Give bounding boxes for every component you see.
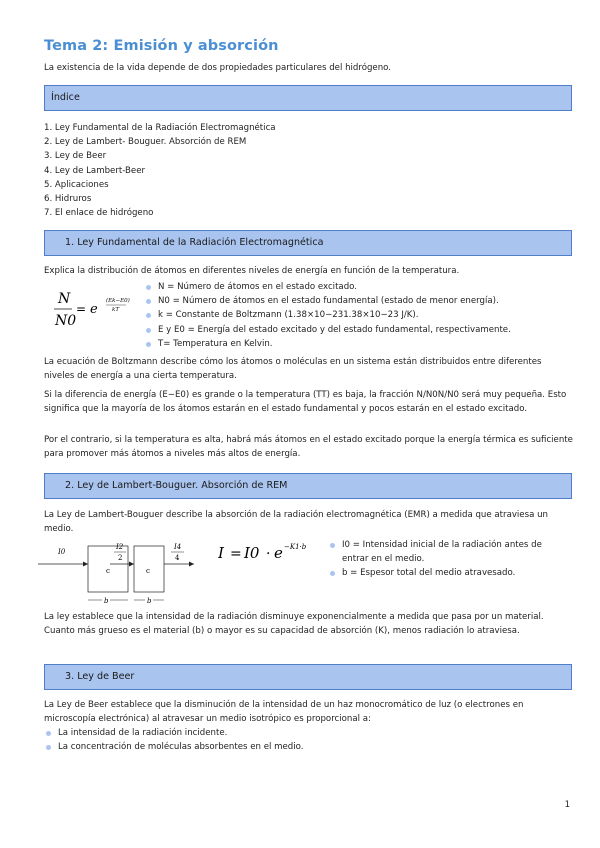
diagram-n2: 2	[118, 554, 123, 562]
list-item: La intensidad de la radiación incidente.	[44, 726, 303, 740]
list-item: N0 = Número de átomos en el estado fundamental (estado de menor energía).	[144, 294, 511, 308]
boltzmann-formula	[50, 286, 140, 334]
lambert-formula	[218, 538, 338, 568]
section-2-bullets	[328, 538, 560, 581]
diagram-i0: I0	[58, 548, 66, 556]
diagram-i2: I2	[116, 543, 124, 551]
index-heading: Índice	[44, 85, 572, 111]
page-title: Tema 2: Emisión y absorción	[44, 38, 279, 54]
list-item: b = Espesor total del medio atravesado.	[328, 566, 560, 580]
diagram-b-2: b	[147, 597, 152, 605]
diagram-n4: 4	[175, 554, 180, 562]
formula-exponent: −K1·b	[284, 543, 307, 551]
list-item: k = Constante de Boltzmann (1.38×10−231.38×10−23 J/K).	[144, 308, 511, 322]
section-3-bullets	[44, 726, 303, 754]
page-number: 1	[564, 800, 570, 810]
diagram-c-2: c	[146, 567, 150, 575]
toc-item[interactable]: 1. Ley Fundamental de la Radiación Electromagnética	[44, 123, 276, 133]
section-2-intro: La Ley de Lambert-Bouguer describe la absorción de la radiación electromagnética (EMR) a medida que atraviesa un medio.	[44, 510, 548, 534]
formula-exp-num: (Ek−E0)	[106, 298, 130, 304]
toc-item[interactable]: 2. Ley de Lambert- Bouguer. Absorción de REM	[44, 137, 247, 148]
section-1-bullets	[144, 280, 511, 351]
toc-item[interactable]: 7. El enlace de hidrógeno	[44, 208, 154, 219]
formula-n0: N0	[55, 313, 77, 329]
table-of-contents	[44, 121, 276, 220]
section-1-paragraph-1: La ecuación de Boltzmann describe cómo los átomos o moléculas en un sistema están distribuidos entre diferentes niveles de energía a una cierta temperatura.	[44, 357, 542, 381]
toc-item[interactable]: 6. Hidruros	[44, 194, 92, 205]
list-item: T= Temperatura en Kelvin.	[144, 337, 511, 351]
toc-item[interactable]: 5. Aplicaciones	[44, 179, 109, 190]
formula-equals: =	[76, 302, 87, 316]
section-2-heading: 2. Ley de Lambert-Bouguer. Absorción de REM	[44, 473, 572, 499]
diagram-i4: I4	[174, 543, 182, 551]
list-item: E y E0 = Energía del estado excitado y del estado fundamental, respectivamente.	[144, 323, 511, 337]
formula-exp-den: kT	[112, 307, 120, 313]
formula-n: N	[58, 291, 71, 307]
toc-item[interactable]: 3. Ley de Beer	[44, 151, 107, 162]
section-1-paragraph-3: Por el contrario, si la temperatura es alta, habrá más átomos en el estado excitado porque la energía térmica es suficiente para promover más átomos a niveles más altos de energía.	[44, 435, 573, 459]
list-item: N = Número de átomos en el estado excitado.	[144, 280, 511, 294]
section-3-intro: La Ley de Beer establece que la disminución de la intensidad de un haz monocromático de luz (o electrones en microscopía electrónica) al atravesar un medio isotrópico es proporcional a:	[44, 700, 524, 724]
section-1-intro: Explica la distribución de átomos en diferentes niveles de energía en función de la temperatura.	[44, 266, 460, 276]
diagram-b: b	[104, 597, 109, 605]
toc-item[interactable]: 4. Ley de Lambert-Beer	[44, 165, 146, 176]
section-1-paragraph-2: Si la diferencia de energía (E−E0) es grande o la temperatura (TT) es baja, la fracción N/N0N/N0 será muy pequeña. Esto significa que la mayoría de los átomos estarán en el estado fundamental y pocos estarán en el estado excitado.	[44, 390, 567, 414]
formula-dot: ·	[266, 546, 271, 562]
intro-text: La existencia de la vida depende de dos propiedades particulares del hidrógeno.	[44, 63, 391, 73]
formula-e: e	[90, 302, 98, 317]
diagram-c: c	[106, 567, 110, 575]
formula-eq: =	[230, 546, 242, 562]
formula-i: I	[218, 544, 224, 562]
section-2-paragraph: La ley establece que la intensidad de la radiación disminuye exponencialmente a medida que pasa por un material. Cuanto más grueso es el material (b) o mayor es su capacidad de absorción (K), menos radiación lo atraviesa.	[44, 612, 544, 636]
absorption-diagram	[34, 540, 204, 606]
section-3-heading: 3. Ley de Beer	[44, 664, 572, 690]
formula-e2: e	[274, 544, 283, 562]
list-item: La concentración de moléculas absorbentes en el medio.	[44, 740, 303, 754]
section-1-heading: 1. Ley Fundamental de la Radiación Electromagnética	[44, 230, 572, 256]
formula-i0: I0	[244, 544, 260, 562]
list-item: I0 = Intensidad inicial de la radiación antes de entrar en el medio.	[328, 538, 560, 566]
